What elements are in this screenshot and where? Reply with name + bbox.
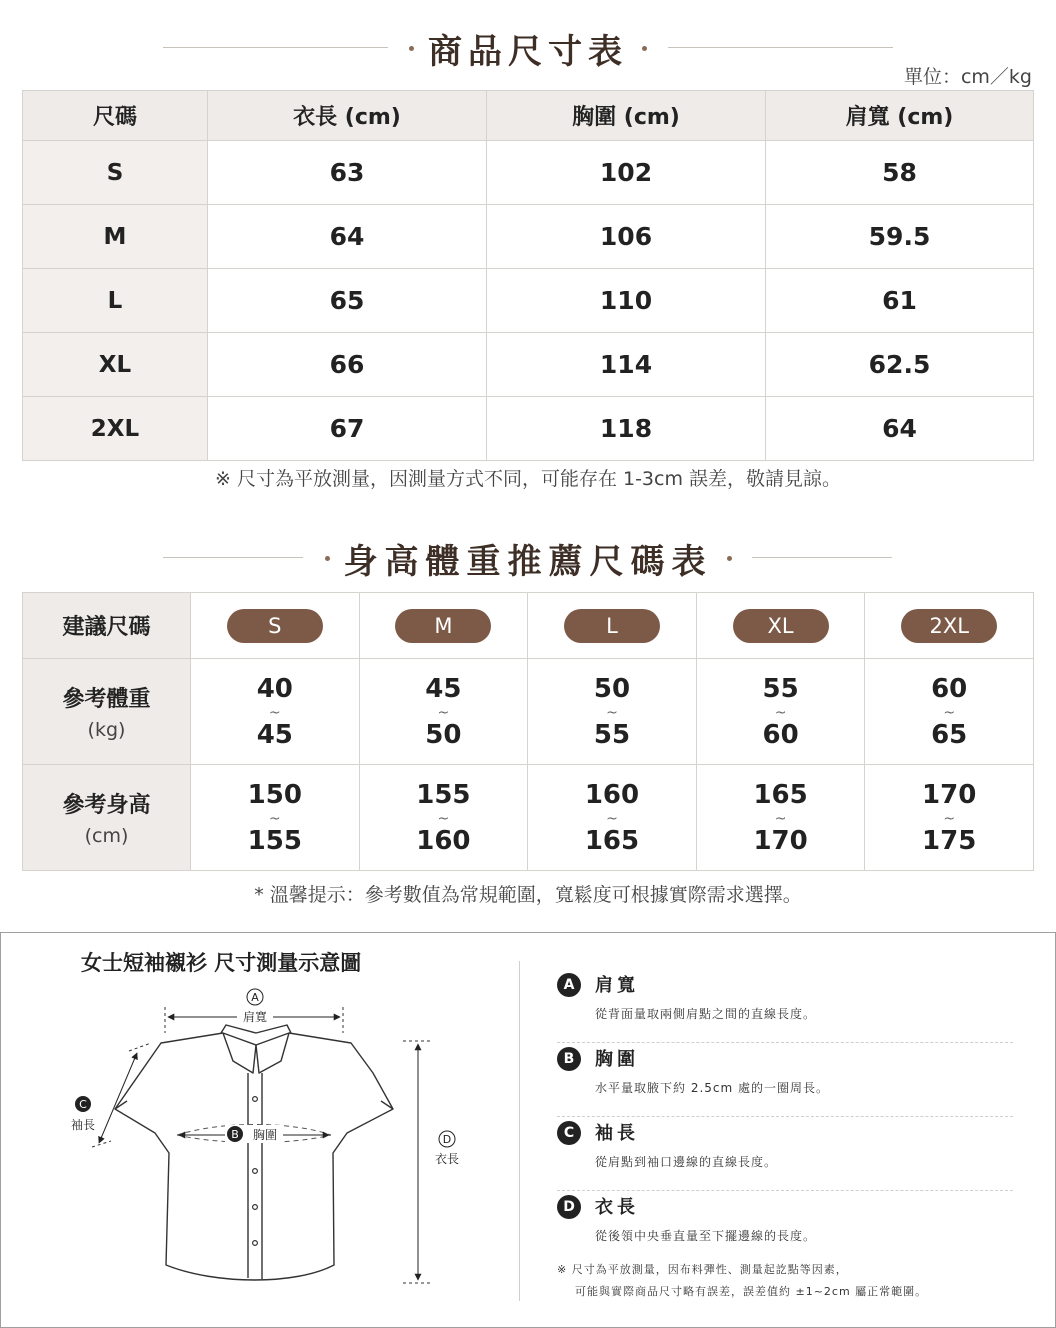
title-rule-right [752,557,892,558]
item-desc: 從背面量取兩側肩點之間的直線長度。 [595,1007,817,1021]
weight-range [696,659,865,765]
range-tilde: ~ [774,704,787,721]
range-min: 150 [247,779,302,810]
height-label: 參考身高 [62,793,151,818]
recommend-chart-title-bar [0,534,1056,580]
item-name: 肩寬 [595,975,639,996]
size-chart-title: 商品尺寸表 [428,24,628,73]
title-dot-icon [642,46,647,51]
recommend-chart-title: 身高體重推薦尺碼表 [344,534,713,583]
measurement-panel [0,932,1056,1328]
height-row [23,765,1034,871]
length-cell: 64 [208,205,487,269]
range-tilde: ~ [774,810,787,827]
height-range [865,765,1034,871]
range-tilde: ~ [943,810,956,827]
title-rule-left [163,47,388,48]
shoulder-cell: 58 [766,141,1034,205]
height-range [359,765,528,871]
marker-c-label: 袖長 [70,1118,96,1132]
range-tilde: ~ [606,704,618,721]
range-min: 40 [256,673,293,704]
weight-range [528,659,697,765]
shoulder-cell: 61 [766,269,1034,333]
range-tilde: ~ [437,704,450,721]
item-name: 衣長 [595,1197,639,1218]
range-tilde: ~ [943,704,956,721]
size-pill-cell [359,593,528,659]
range-max: 50 [425,719,462,750]
sleeve-guide [92,1141,111,1147]
height-range [191,765,360,871]
range-min: 170 [922,779,977,810]
marker-d-label: 衣長 [434,1152,460,1166]
header-length: 衣長 (cm) [208,91,487,141]
header-shoulder: 肩寬 (cm) [766,91,1034,141]
shirt-diagram [1,933,519,1327]
shoulder-cell: 62.5 [766,333,1034,397]
range-min: 160 [584,779,640,810]
recommend-table [22,592,1034,871]
table-row [23,269,1034,333]
size-pill: L [564,609,660,643]
size-pill: 2XL [901,609,997,643]
header-size: 尺碼 [23,91,208,141]
marker-b-label: 胸圍 [252,1128,278,1142]
height-range [696,765,865,871]
header-chest: 胸圍 (cm) [487,91,766,141]
item-desc: 水平量取腋下約 2.5cm 處的一圈周長。 [595,1081,830,1095]
range-max: 55 [593,719,631,750]
item-desc: 從後領中央垂直量至下擺邊線的長度。 [595,1229,817,1243]
recommend-chart-note: * 溫馨提示：參考數值為常規範圍，寬鬆度可根據實際需求選擇。 [254,884,802,906]
range-max: 45 [256,719,293,750]
range-tilde: ~ [606,810,618,827]
weight-row [23,659,1034,765]
size-pill: XL [733,609,829,643]
weight-label: 參考體重 [62,687,151,712]
item-name: 袖長 [595,1123,639,1144]
range-tilde: ~ [437,810,450,827]
unit-label: 單位：cm／kg [903,66,1032,88]
chest-cell: 106 [487,205,766,269]
weight-row-label [23,659,191,765]
sleeve-arrow [99,1053,137,1143]
size-chart-note: ※ 尺寸為平放測量，因測量方式不同，可能存在 1-3cm 誤差，敬請見諒。 [214,468,842,490]
title-rule-left [163,557,303,558]
range-min: 45 [425,673,462,704]
size-pill: M [395,609,491,643]
size-chart-title-bar [0,24,1056,70]
marker-b-letter: B [231,1128,239,1141]
range-min: 55 [762,673,799,704]
range-min: 155 [416,779,471,810]
range-max: 65 [931,719,968,750]
range-max: 165 [584,825,640,856]
weight-range [191,659,360,765]
sleeve-guide [129,1043,151,1051]
size-row-label: 建議尺碼 [23,593,191,659]
range-tilde: ~ [268,704,281,721]
size-pill: S [227,609,323,643]
range-min: 60 [931,673,968,704]
footnote-line-2: 可能與實際商品尺寸略有誤差，誤差值約 ±1~2cm 屬正常範圍。 [575,1285,928,1298]
size-table [22,90,1034,461]
size-cell: S [23,141,208,205]
shoulder-cell: 59.5 [766,205,1034,269]
weight-range [359,659,528,765]
shirt-buttons [253,1097,258,1246]
range-min: 50 [593,673,631,704]
height-row-label [23,765,191,871]
title-dot-icon [325,556,330,561]
button-dot-icon [253,1169,258,1174]
button-dot-icon [253,1097,258,1102]
measurement-footnote [557,1259,927,1303]
size-row [23,593,1034,659]
list-item [557,1117,1013,1191]
button-dot-icon [253,1205,258,1210]
range-max: 170 [753,825,808,856]
range-max: 175 [922,825,977,856]
marker-d-letter: D [442,1133,452,1146]
item-badge-icon: C [557,1121,581,1145]
size-cell: XL [23,333,208,397]
title-rule-right [668,47,893,48]
size-pill-cell [696,593,865,659]
table-row [23,141,1034,205]
item-badge-icon: A [557,973,581,997]
range-min: 165 [753,779,808,810]
chest-cell: 114 [487,333,766,397]
list-item [557,1191,1013,1264]
chest-cell: 110 [487,269,766,333]
length-cell: 63 [208,141,487,205]
panel-divider [519,961,520,1301]
length-cell: 66 [208,333,487,397]
shoulder-cell: 64 [766,397,1034,461]
marker-c-letter: C [79,1098,87,1111]
item-badge-icon: D [557,1195,581,1219]
table-row [23,397,1034,461]
height-unit: (cm) [84,825,129,847]
list-item [557,1043,1013,1117]
measurement-title: 女士短袖襯衫 尺寸測量示意圖 [81,951,362,975]
size-cell: M [23,205,208,269]
size-pill-cell [191,593,360,659]
item-badge-icon: B [557,1047,581,1071]
size-cell: 2XL [23,397,208,461]
chest-cell: 102 [487,141,766,205]
title-dot-icon [727,556,732,561]
marker-a-label: 肩寬 [242,1010,268,1024]
button-dot-icon [253,1241,258,1246]
size-pill-cell [865,593,1034,659]
length-cell: 65 [208,269,487,333]
range-max: 60 [762,719,799,750]
range-max: 160 [416,825,471,856]
weight-range [865,659,1034,765]
height-range [528,765,697,871]
chest-cell: 118 [487,397,766,461]
footnote-line-1: ※ 尺寸為平放測量，因布料彈性、測量起訖點等因素， [557,1263,848,1276]
measurement-items [557,969,1013,1264]
table-row [23,333,1034,397]
length-cell: 67 [208,397,487,461]
range-tilde: ~ [268,810,281,827]
weight-unit: (kg) [87,719,126,741]
item-name: 胸圍 [595,1049,639,1070]
table-header-row [23,91,1034,141]
list-item [557,969,1013,1043]
title-dot-icon [409,46,414,51]
size-cell: L [23,269,208,333]
table-row [23,205,1034,269]
item-desc: 從肩點到袖口邊線的直線長度。 [595,1155,778,1169]
marker-a-letter: A [251,991,259,1004]
range-max: 155 [247,825,302,856]
size-pill-cell [528,593,697,659]
